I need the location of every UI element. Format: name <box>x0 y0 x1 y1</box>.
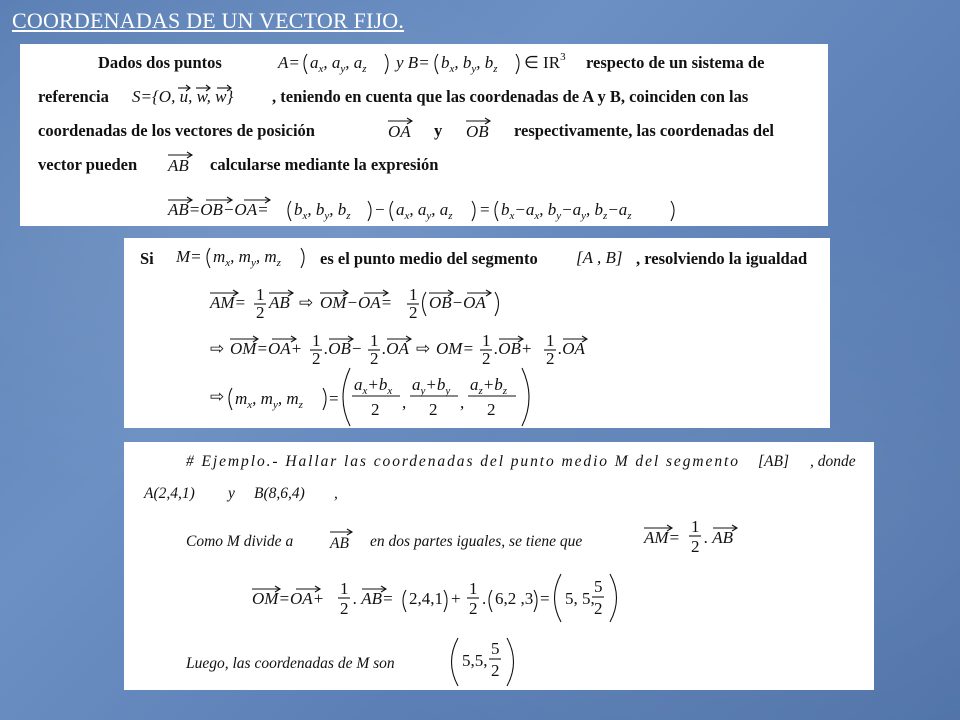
svg-text:ax, ay, az: $a_x$, $a_y$, $a_z$ <box>310 53 367 75</box>
si-text: Si <box>140 249 154 268</box>
svg-text:AB: AB <box>168 156 189 175</box>
svg-text:2: 2 <box>594 599 603 618</box>
svg-text:mx, my, mz: $m_x$, $m_y$, $m_z$ <box>213 247 281 269</box>
partes-text: en dos partes iguales, se tiene que <box>370 533 583 550</box>
svg-text:.OB−: .OB− <box>324 339 363 358</box>
svg-text:AM=: AM= <box>210 293 247 312</box>
om-calculation <box>252 574 617 622</box>
intro-text: Dados dos puntos <box>98 53 222 72</box>
equation-3 <box>210 368 529 426</box>
svg-text:AB: AB <box>269 293 290 312</box>
intro-tail: respecto de un sistema de <box>586 53 765 72</box>
comma-text: , <box>334 485 338 502</box>
svg-text:1: 1 <box>370 331 379 350</box>
vector-ab <box>167 152 192 175</box>
svg-text:AB=OB−OA=: AB=OB−OA= <box>168 200 269 219</box>
svg-text:⇨: ⇨ <box>210 387 225 406</box>
svg-text:ax, ay, az: $a_x$, $a_y$, $a_z$ <box>396 200 453 222</box>
example-heading: # Ejemplo.- Hallar las coordenadas del punto medio M del segmento <box>186 453 738 470</box>
expression-text: calcularse mediante la expresión <box>210 155 439 174</box>
svg-text:S={O, u, w, w}: S={O, u, w, w} <box>132 87 234 106</box>
svg-text:OM=OA+: OM=OA+ <box>252 589 325 608</box>
example-svg <box>124 442 874 690</box>
svg-text:.: . <box>482 589 487 608</box>
svg-text:M=: M= <box>176 247 202 266</box>
definition-panel <box>20 44 828 226</box>
vector-oa <box>388 118 412 141</box>
svg-text:1: 1 <box>256 285 265 304</box>
svg-text:⇨: ⇨ <box>416 339 431 358</box>
svg-text:A=: A= <box>278 53 300 72</box>
am-relation <box>643 517 737 556</box>
svg-text:AM=: AM= <box>644 528 681 547</box>
coords-text: , teniendo en cuenta que las coordenadas de A y B, coinciden con las <box>272 87 749 106</box>
svg-text:1: 1 <box>312 331 321 350</box>
y-text: y <box>434 121 443 140</box>
equation-1 <box>209 285 499 322</box>
svg-text:2: 2 <box>691 537 700 556</box>
svg-text:=: = <box>329 389 339 408</box>
svg-text:.OA: .OA <box>382 339 409 358</box>
svg-text:2: 2 <box>469 599 478 618</box>
result-coordinates <box>452 638 514 686</box>
svg-text:6,2 ,3: 6,2 ,3 <box>495 589 534 608</box>
svg-text:5: 5 <box>491 639 500 658</box>
svg-text:OA: OA <box>388 122 411 141</box>
svg-text:⇨: ⇨ <box>210 339 225 358</box>
svg-text:2: 2 <box>482 349 491 368</box>
segment-ab: [A , B] <box>576 248 623 267</box>
definition-svg <box>20 44 828 226</box>
svg-text:2: 2 <box>546 349 555 368</box>
vector-can-text: vector pueden <box>38 155 138 174</box>
midpoint-text: es el punto medio del segmento <box>320 249 538 268</box>
svg-text:=: = <box>540 589 550 608</box>
svg-text:∈ IR3: ∈ $IR^3$ <box>524 51 566 72</box>
svg-text:bx−ax, by−ay, bz−az: $b_x-a_x$, $b_y-a_y$, $b_z-a_z$ <box>501 200 632 222</box>
svg-text:. AB=: . AB= <box>353 589 394 608</box>
svg-text:=: = <box>480 200 490 219</box>
svg-text:az+bz: $a_z+b_z$ <box>470 375 508 397</box>
svg-text:y B=: y B= <box>396 53 430 72</box>
svg-text:1: 1 <box>482 331 491 350</box>
svg-text:OB: OB <box>466 122 489 141</box>
svg-text:.OB+: .OB+ <box>494 339 533 358</box>
svg-text:.OA: .OA <box>558 339 585 358</box>
svg-text:2: 2 <box>370 349 379 368</box>
respectively-text: respectivamente, las coordenadas del <box>514 121 774 140</box>
svg-text:OM=OA+: OM=OA+ <box>230 339 303 358</box>
point-b: B(8,6,4) <box>254 485 305 502</box>
reference-system <box>132 85 233 106</box>
svg-text:1: 1 <box>340 579 349 598</box>
svg-text:5: 5 <box>594 577 603 596</box>
vector-ob <box>466 118 490 141</box>
svg-text:1: 1 <box>546 331 555 350</box>
svg-text:. AB: . AB <box>704 528 733 547</box>
svg-text:1: 1 <box>469 579 478 598</box>
svg-text:ay+by: $a_y+b_y$ <box>412 375 451 397</box>
svg-text:bx, by, bz: $b_x$, $b_y$, $b_z$ <box>294 200 351 222</box>
ab-formula <box>167 197 674 222</box>
m-definition <box>175 247 304 269</box>
svg-text:2,4,1: 2,4,1 <box>409 589 443 608</box>
resolving-text: , resolviendo la igualdad <box>636 249 808 268</box>
luego-text: Luego, las coordenadas de M son <box>186 655 395 672</box>
example-panel <box>124 442 874 690</box>
svg-text:OM=: OM= <box>436 339 474 358</box>
svg-text:bx, by, bz: $b_x$, $b_y$, $b_z$ <box>441 53 498 75</box>
svg-text:+: + <box>451 589 461 608</box>
slide-title: COORDENADAS DE UN VECTOR FIJO. <box>12 8 405 33</box>
points-ab-definition <box>277 51 566 75</box>
svg-text:mx, my, mz: $m_x$, $m_y$, $m_z$ <box>235 389 303 411</box>
svg-text:1: 1 <box>691 517 700 536</box>
midpoint-panel <box>124 238 830 428</box>
point-a: A(2,4,1) <box>144 485 195 502</box>
svg-text:2: 2 <box>371 400 380 419</box>
svg-text:⇨: ⇨ <box>299 293 314 312</box>
svg-text:−: − <box>375 200 385 219</box>
svg-text:2: 2 <box>409 303 418 322</box>
svg-text:2: 2 <box>491 661 500 680</box>
svg-text:2: 2 <box>256 303 265 322</box>
svg-text:,: , <box>460 393 465 412</box>
svg-text:,: , <box>402 393 407 412</box>
segment-ab-bracket: [AB] <box>758 453 789 470</box>
svg-text:5,5,: 5,5, <box>462 651 488 670</box>
svg-text:5, 5,: 5, 5, <box>565 589 595 608</box>
equation-2 <box>210 331 587 368</box>
svg-text:2: 2 <box>340 599 349 618</box>
svg-text:OM−OA=: OM−OA= <box>320 293 393 312</box>
referencia-text: referencia <box>38 87 109 106</box>
svg-text:ax+bx: $a_x+b_x$ <box>354 375 393 397</box>
midpoint-svg <box>124 238 830 428</box>
svg-text:OB−OA: OB−OA <box>429 293 486 312</box>
svg-text:2: 2 <box>429 400 438 419</box>
svg-text:1: 1 <box>409 285 418 304</box>
svg-text:2: 2 <box>487 400 496 419</box>
position-vectors-text: coordenadas de los vectores de posición <box>38 121 315 140</box>
svg-text:AB: AB <box>330 535 349 552</box>
como-text: Como M divide a <box>186 533 294 550</box>
svg-text:2: 2 <box>312 349 321 368</box>
vector-ab-example <box>329 529 352 552</box>
donde-text: , donde <box>810 453 856 470</box>
y-text: y <box>228 485 235 502</box>
